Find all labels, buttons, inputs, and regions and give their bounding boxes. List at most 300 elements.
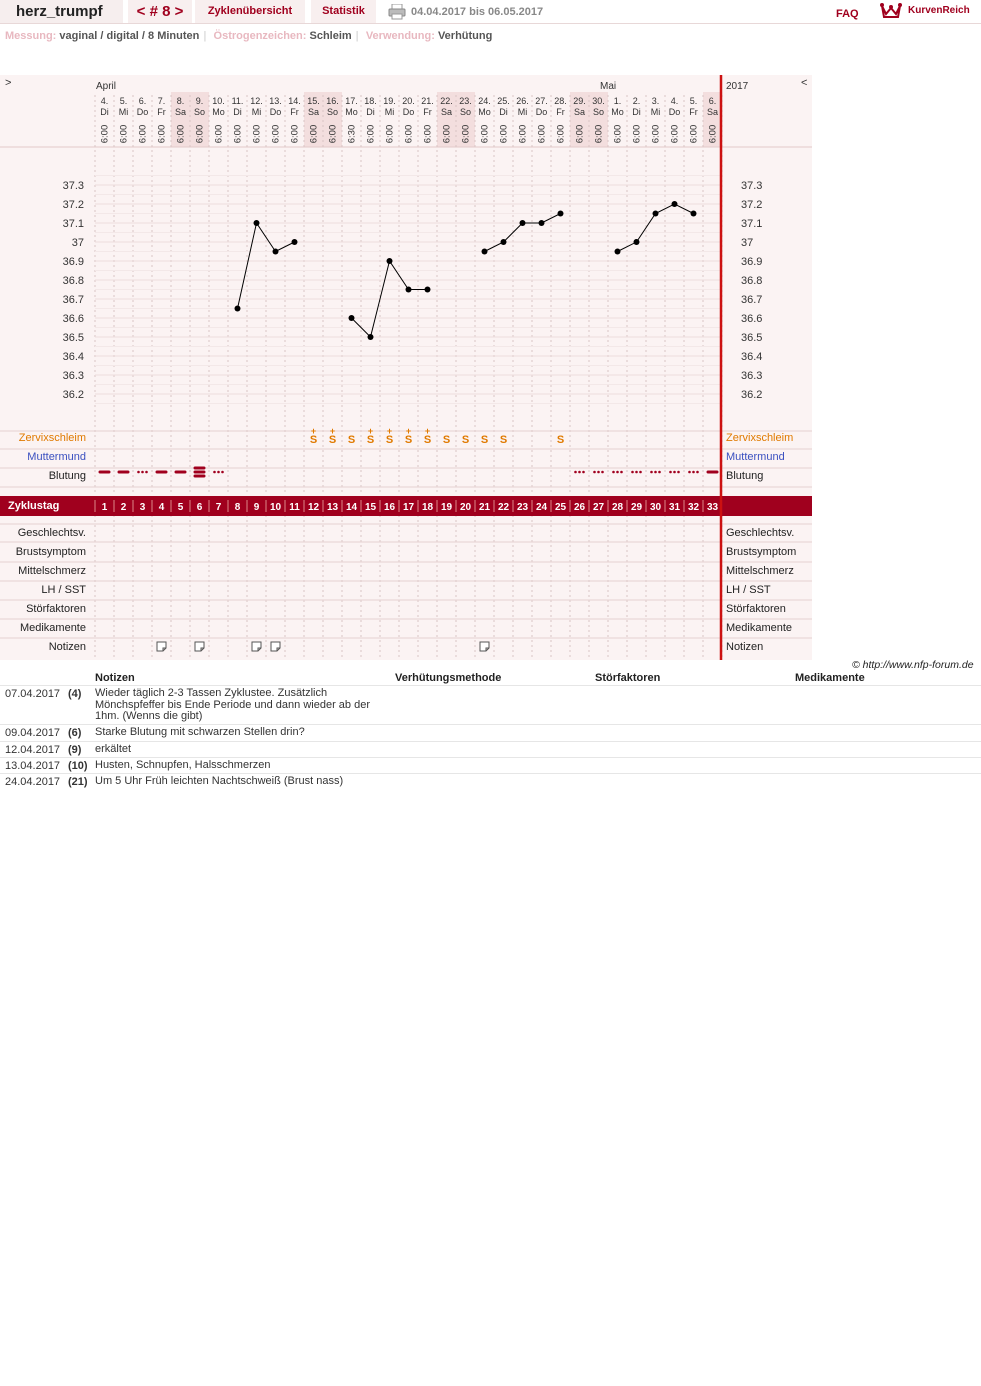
day-time: 6:00 xyxy=(118,124,130,144)
day-weekday: Mi xyxy=(650,107,661,117)
cycle-day-number: 20 xyxy=(459,502,472,513)
day-time: 6:00 xyxy=(688,124,700,144)
y-tick-left: 37.3 xyxy=(62,180,84,192)
day-time: 6:30 xyxy=(346,124,358,144)
day-date: 5. xyxy=(119,96,128,106)
cycle-day-number: 13 xyxy=(326,502,339,513)
y-tick-right: 36.4 xyxy=(741,351,763,363)
brand-name: KurvenReich xyxy=(908,5,970,16)
temperature-point xyxy=(368,334,374,340)
temperature-point xyxy=(482,249,488,255)
cervical-mucus-mark: S xyxy=(499,434,508,446)
day-date: 20. xyxy=(402,96,415,106)
day-time: 6:00 xyxy=(251,124,263,144)
day-weekday: Mi xyxy=(118,107,129,117)
day-weekday: Do xyxy=(668,107,681,117)
cycle-day-number: 5 xyxy=(177,502,184,513)
day-time: 6:00 xyxy=(422,124,434,144)
day-weekday: Do xyxy=(535,107,548,117)
bleeding-spotting xyxy=(137,471,140,474)
cervical-mucus-mark: S xyxy=(404,434,413,446)
note-row xyxy=(0,724,981,741)
cervical-mucus-mark: S xyxy=(461,434,470,446)
measure-key: Messung: xyxy=(5,30,57,42)
temperature-point xyxy=(425,287,431,293)
day-weekday: Fr xyxy=(556,107,565,117)
bleeding-spotting xyxy=(601,471,604,474)
day-time: 6:00 xyxy=(631,124,643,144)
temperature-point xyxy=(292,239,298,245)
cycle-day-number: 8 xyxy=(234,502,241,513)
day-date: 24. xyxy=(478,96,491,106)
row-label-disturb: Störfaktoren xyxy=(26,603,86,615)
row-label-right-cervix: Muttermund xyxy=(726,451,785,463)
date-range: 04.04.2017 bis 06.05.2017 xyxy=(411,6,544,18)
day-weekday: So xyxy=(193,107,206,117)
temperature-point xyxy=(254,220,260,226)
tab-statistics[interactable]: Statistik xyxy=(311,0,376,23)
cycle-day-number: 1 xyxy=(101,502,108,513)
cycle-day-number: 6 xyxy=(196,502,203,513)
measure-value: vaginal / digital / 8 Minuten xyxy=(59,30,200,42)
cycle-day-number: 10 xyxy=(269,502,282,513)
cervical-mucus-plus: + xyxy=(329,426,336,436)
cycle-day-number: 24 xyxy=(535,502,548,513)
bleeding-spotting xyxy=(221,471,224,474)
cycle-day-number: 26 xyxy=(573,502,586,513)
day-time: 6:00 xyxy=(498,124,510,144)
day-weekday: Fr xyxy=(290,107,299,117)
chart-svg xyxy=(0,75,812,660)
day-date: 25. xyxy=(497,96,510,106)
crown-logo-icon xyxy=(880,2,902,23)
row-label-right-lh: LH / SST xyxy=(726,584,771,596)
bleeding-spotting xyxy=(141,471,144,474)
day-weekday: Mo xyxy=(212,107,225,117)
day-weekday: Do xyxy=(269,107,282,117)
cervical-mucus-plus: + xyxy=(310,426,317,436)
row-label-cervix: Muttermund xyxy=(27,451,86,463)
y-tick-right: 36.2 xyxy=(741,389,763,401)
cycle-day-number: 17 xyxy=(402,502,415,513)
day-time: 6:00 xyxy=(289,124,301,144)
cycle-day-number: 9 xyxy=(253,502,260,513)
cervical-mucus-mark: S xyxy=(423,434,432,446)
bleeding-spotting xyxy=(654,471,657,474)
day-date: 28. xyxy=(554,96,567,106)
day-weekday: Di xyxy=(100,107,109,117)
row-label-right-notes: Notizen xyxy=(726,641,764,653)
cervical-mucus-plus: + xyxy=(405,426,412,436)
temperature-point xyxy=(349,315,355,321)
cycle-day-number: 21 xyxy=(478,502,491,513)
row-label-right-cervical: Zervixschleim xyxy=(726,432,794,444)
day-weekday: Mi xyxy=(517,107,528,117)
temperature-point xyxy=(558,211,564,217)
bleeding-spotting xyxy=(620,471,623,474)
y-tick-left: 36.9 xyxy=(62,256,84,268)
day-weekday: Sa xyxy=(307,107,320,117)
cervical-mucus-mark: S xyxy=(556,434,565,446)
bleeding-spotting xyxy=(658,471,661,474)
day-time: 6:00 xyxy=(403,124,415,144)
cycle-day-number: 19 xyxy=(440,502,453,513)
cycle-day-number: 4 xyxy=(158,502,165,513)
day-weekday: Fr xyxy=(689,107,698,117)
y-tick-left: 36.5 xyxy=(62,332,84,344)
day-date: 8. xyxy=(176,96,185,106)
day-weekday: So xyxy=(326,107,339,117)
day-date: 1. xyxy=(613,96,622,106)
username: herz_trumpf xyxy=(0,0,123,23)
row-label-right-disturb: Störfaktoren xyxy=(726,603,786,615)
note-date: 24.04.2017 xyxy=(5,776,61,788)
day-date: 27. xyxy=(535,96,548,106)
day-weekday: Do xyxy=(402,107,415,117)
bleeding-spotting xyxy=(639,471,642,474)
cycle-day-number: 2 xyxy=(120,502,127,513)
note-date: 12.04.2017 xyxy=(5,744,61,756)
nav-prev-arrow[interactable]: > xyxy=(5,77,12,89)
meds-header: Medikamente xyxy=(795,672,865,684)
temperature-point xyxy=(501,239,507,245)
note-date: 09.04.2017 xyxy=(5,727,61,739)
day-date: 6. xyxy=(138,96,147,106)
temperature-point xyxy=(634,239,640,245)
year-label: 2017 xyxy=(726,81,749,92)
y-tick-left: 36.8 xyxy=(62,275,84,287)
day-weekday: Do xyxy=(136,107,149,117)
cycle-day-number: 11 xyxy=(289,502,300,513)
day-time: 6:00 xyxy=(574,124,586,144)
row-label-notes: Notizen xyxy=(48,641,86,653)
day-time: 6:00 xyxy=(156,124,168,144)
row-label-right-sex: Geschlechtsv. xyxy=(726,527,795,539)
bleeding-heavy xyxy=(99,471,111,474)
cycle-day-number: 3 xyxy=(139,502,146,513)
y-tick-left: 37.2 xyxy=(62,199,84,211)
bleeding-spotting xyxy=(669,471,672,474)
note-date: 13.04.2017 xyxy=(5,760,61,772)
temperature-point xyxy=(539,220,545,226)
month-label-april: April xyxy=(96,81,117,92)
day-weekday: Fr xyxy=(423,107,432,117)
bleeding-spotting xyxy=(616,471,619,474)
bleeding-heavy xyxy=(118,471,130,474)
day-date: 11. xyxy=(231,96,244,106)
note-text: Wieder täglich 2-3 Tassen Zyklustee. Zusätzlich Mönchspfeffer bis Ende Periode und dann wieder ab der 1hm. (Wenns die gibt) xyxy=(95,687,370,722)
bleeding-very-heavy xyxy=(194,471,206,474)
note-cycle-day: (6) xyxy=(68,727,82,739)
bleeding-heavy xyxy=(175,471,187,474)
note-date: 07.04.2017 xyxy=(5,688,61,700)
day-time: 6:00 xyxy=(384,124,396,144)
temperature-point xyxy=(653,211,659,217)
top-bar xyxy=(0,0,981,24)
note-cycle-day: (4) xyxy=(68,688,82,700)
estrogen-key: Östrogenzeichen: xyxy=(213,30,307,42)
bleeding-spotting xyxy=(688,471,691,474)
day-date: 4. xyxy=(670,96,679,106)
cycle-day-number: 18 xyxy=(421,502,434,513)
row-label-breast: Brustsymptom xyxy=(15,546,86,558)
bleeding-spotting xyxy=(650,471,653,474)
note-row xyxy=(0,685,981,724)
bleeding-spotting xyxy=(145,471,148,474)
y-tick-left: 37 xyxy=(71,237,84,249)
day-date: 26. xyxy=(516,96,529,106)
cycle-day-number: 30 xyxy=(649,502,662,513)
day-time: 6:00 xyxy=(441,124,453,144)
y-tick-left: 36.2 xyxy=(62,389,84,401)
note-icon xyxy=(157,642,166,651)
cervical-mucus-mark: S xyxy=(385,434,394,446)
day-time: 6:00 xyxy=(99,124,111,144)
day-time: 6:00 xyxy=(593,124,605,144)
bleeding-spotting xyxy=(574,471,577,474)
day-time: 6:00 xyxy=(365,124,377,144)
row-label-meds: Medikamente xyxy=(19,622,86,634)
note-cycle-day: (10) xyxy=(68,760,88,772)
row-label-sex: Geschlechtsv. xyxy=(17,527,86,539)
bleeding-spotting xyxy=(677,471,680,474)
cervical-mucus-mark: S xyxy=(309,434,318,446)
cycle-day-number: 14 xyxy=(345,502,358,513)
note-text: Um 5 Uhr Früh leichten Nachtschweiß (Brust nass) xyxy=(95,775,344,787)
row-label-right-midpain: Mittelschmerz xyxy=(726,565,794,577)
temperature-point xyxy=(406,287,412,293)
temperature-point xyxy=(387,258,393,264)
note-row xyxy=(0,741,981,757)
notes-header: Notizen xyxy=(95,672,135,684)
y-tick-right: 37.2 xyxy=(741,199,763,211)
bleeding-spotting xyxy=(217,471,220,474)
row-label-right-bleeding: Blutung xyxy=(726,470,764,482)
day-time: 6:00 xyxy=(650,124,662,144)
cervical-mucus-mark: S xyxy=(347,434,356,446)
day-date: 16. xyxy=(326,96,339,106)
day-date: 22. xyxy=(440,96,453,106)
day-date: 2. xyxy=(632,96,641,106)
day-weekday: Sa xyxy=(174,107,187,117)
note-icon xyxy=(195,642,204,651)
day-weekday: Mo xyxy=(611,107,624,117)
cycle-day-number: 16 xyxy=(383,502,396,513)
bleeding-heavy xyxy=(707,471,719,474)
tab-cycle-overview[interactable]: Zyklenübersicht xyxy=(195,0,305,23)
bleeding-very-heavy xyxy=(194,475,206,478)
bleeding-spotting xyxy=(612,471,615,474)
day-time: 6:00 xyxy=(137,124,149,144)
cycle-chart xyxy=(0,75,812,660)
day-time: 6:00 xyxy=(536,124,548,144)
y-tick-right: 36.7 xyxy=(741,294,763,306)
note-icon xyxy=(271,642,280,651)
day-date: 21. xyxy=(421,96,434,106)
day-date: 12. xyxy=(250,96,263,106)
day-date: 17. xyxy=(345,96,358,106)
day-weekday: Di xyxy=(632,107,641,117)
day-weekday: Mi xyxy=(251,107,262,117)
day-date: 19. xyxy=(383,96,396,106)
day-date: 6. xyxy=(708,96,717,106)
note-text: Husten, Schnupfen, Halsschmerzen xyxy=(95,759,271,771)
day-time: 6:00 xyxy=(213,124,225,144)
y-tick-right: 36.9 xyxy=(741,256,763,268)
note-text: erkältet xyxy=(95,743,132,755)
nav-next-arrow[interactable]: < xyxy=(801,77,808,89)
cycle-day-number: 15 xyxy=(364,502,377,513)
cervical-mucus-mark: S xyxy=(366,434,375,446)
cervical-mucus-mark: S xyxy=(442,434,451,446)
temperature-point xyxy=(691,211,697,217)
cycle-day-number: 28 xyxy=(611,502,624,513)
cycle-day-number: 33 xyxy=(706,502,719,513)
day-weekday: Mi xyxy=(384,107,395,117)
day-weekday: Mo xyxy=(345,107,358,117)
bleeding-spotting xyxy=(673,471,676,474)
printer-icon[interactable] xyxy=(388,4,406,23)
day-weekday: Di xyxy=(366,107,375,117)
bleeding-spotting xyxy=(597,471,600,474)
y-tick-left: 36.6 xyxy=(62,313,84,325)
bleeding-spotting xyxy=(582,471,585,474)
day-time: 6:00 xyxy=(517,124,529,144)
day-time: 6:00 xyxy=(460,124,472,144)
cervical-mucus-mark: S xyxy=(480,434,489,446)
row-label-right-meds: Medikamente xyxy=(726,622,793,634)
bleeding-heavy xyxy=(156,471,168,474)
day-weekday: Di xyxy=(233,107,242,117)
note-row xyxy=(0,773,981,789)
bleeding-spotting xyxy=(635,471,638,474)
day-time: 6:00 xyxy=(308,124,320,144)
day-date: 4. xyxy=(100,96,109,106)
month-label-mai: Mai xyxy=(600,81,617,92)
faq-link[interactable]: FAQ xyxy=(836,8,859,20)
bleeding-very-heavy xyxy=(194,467,206,470)
bleeding-spotting xyxy=(578,471,581,474)
y-tick-right: 36.6 xyxy=(741,313,763,325)
cycle-day-number: 22 xyxy=(497,502,510,513)
cervical-mucus-plus: + xyxy=(424,426,431,436)
temperature-point xyxy=(672,201,678,207)
day-weekday: Sa xyxy=(573,107,586,117)
cycle-day-number: 25 xyxy=(554,502,567,513)
y-tick-right: 36.3 xyxy=(741,370,763,382)
y-tick-right: 37 xyxy=(741,237,754,249)
day-weekday: Sa xyxy=(706,107,719,117)
day-weekday: So xyxy=(459,107,472,117)
day-time: 6:00 xyxy=(612,124,624,144)
day-time: 6:00 xyxy=(555,124,567,144)
cycle-day-number: 23 xyxy=(516,502,529,513)
day-date: 13. xyxy=(269,96,282,106)
day-date: 29. xyxy=(573,96,586,106)
note-icon xyxy=(480,642,489,651)
day-time: 6:00 xyxy=(194,124,206,144)
day-time: 6:00 xyxy=(270,124,282,144)
y-tick-left: 36.7 xyxy=(62,294,84,306)
day-date: 10. xyxy=(212,96,225,106)
copyright: © http://www.nfp-forum.de xyxy=(852,659,974,671)
cycle-navigation[interactable]: < # 8 > xyxy=(128,0,192,23)
y-tick-right: 36.5 xyxy=(741,332,763,344)
cycle-day-number: 31 xyxy=(668,502,681,513)
cervical-mucus-plus: + xyxy=(367,426,374,436)
note-cycle-day: (9) xyxy=(68,744,82,756)
day-date: 3. xyxy=(651,96,660,106)
note-row xyxy=(0,757,981,773)
bleeding-spotting xyxy=(593,471,596,474)
temperature-point xyxy=(615,249,621,255)
usage-value: Verhütung xyxy=(437,30,493,42)
disturb-header: Störfaktoren xyxy=(595,672,661,684)
day-date: 18. xyxy=(364,96,377,106)
day-weekday: Sa xyxy=(440,107,453,117)
bleeding-spotting xyxy=(696,471,699,474)
y-tick-right: 37.3 xyxy=(741,180,763,192)
y-tick-right: 36.8 xyxy=(741,275,763,287)
day-time: 6:00 xyxy=(327,124,339,144)
note-icon xyxy=(252,642,261,651)
row-label-bleeding: Blutung xyxy=(48,470,86,482)
cycle-day-number: 27 xyxy=(592,502,605,513)
y-tick-left: 36.4 xyxy=(62,351,84,363)
bleeding-spotting xyxy=(631,471,634,474)
row-label-right-breast: Brustsymptom xyxy=(726,546,797,558)
method-header: Verhütungsmethode xyxy=(395,672,502,684)
day-date: 23. xyxy=(459,96,472,106)
day-date: 7. xyxy=(157,96,166,106)
day-date: 30. xyxy=(592,96,605,106)
bleeding-spotting xyxy=(213,471,216,474)
temperature-point xyxy=(273,249,279,255)
row-label-lh: LH / SST xyxy=(41,584,86,596)
row-label-midpain: Mittelschmerz xyxy=(18,565,86,577)
day-date: 15. xyxy=(307,96,320,106)
cycle-day-number: 32 xyxy=(687,502,700,513)
day-time: 6:00 xyxy=(707,124,719,144)
day-time: 6:00 xyxy=(175,124,187,144)
temperature-point xyxy=(520,220,526,226)
y-tick-left: 36.3 xyxy=(62,370,84,382)
cervical-mucus-plus: + xyxy=(386,426,393,436)
day-date: 14. xyxy=(288,96,301,106)
cervical-mucus-mark: S xyxy=(328,434,337,446)
note-text: Starke Blutung mit schwarzen Stellen drin? xyxy=(95,726,305,738)
day-weekday: Fr xyxy=(157,107,166,117)
day-weekday: Di xyxy=(499,107,508,117)
day-date: 9. xyxy=(195,96,204,106)
estrogen-value: Schleim xyxy=(309,30,352,42)
temperature-point xyxy=(235,306,241,312)
day-time: 6:00 xyxy=(669,124,681,144)
cycle-day-number: 12 xyxy=(307,502,320,513)
cycle-day-number: 29 xyxy=(630,502,643,513)
note-cycle-day: (21) xyxy=(68,776,88,788)
day-weekday: Mo xyxy=(478,107,491,117)
cycle-day-number: 7 xyxy=(215,502,222,513)
measurement-info: Messung: vaginal / digital / 8 Minuten | Östrogenzeichen: Schleim | Verwendung: Verhütung xyxy=(5,30,493,42)
bleeding-spotting xyxy=(692,471,695,474)
day-time: 6:00 xyxy=(232,124,244,144)
y-tick-left: 37.1 xyxy=(62,218,84,230)
usage-key: Verwendung: xyxy=(365,30,435,42)
day-weekday: So xyxy=(592,107,605,117)
row-label-cervical: Zervixschleim xyxy=(18,432,86,444)
day-date: 5. xyxy=(689,96,698,106)
